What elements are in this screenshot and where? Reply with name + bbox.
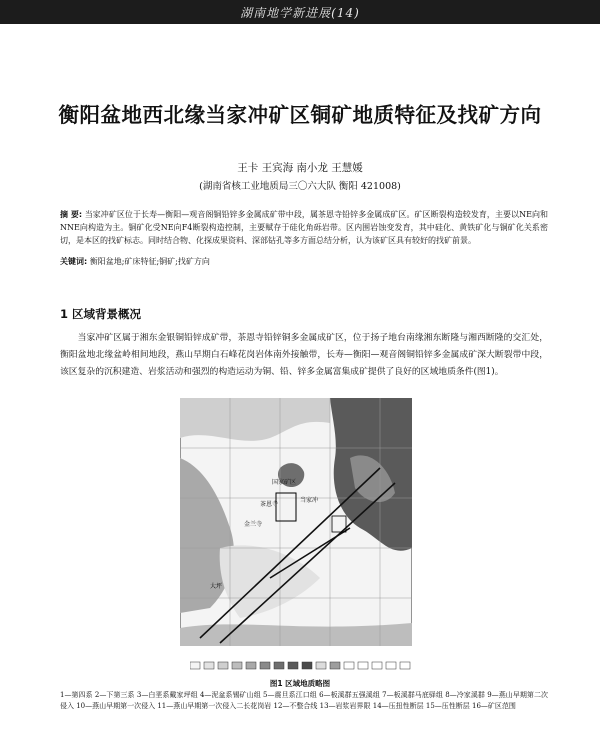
- geological-map: [180, 398, 412, 646]
- figure-legend: 1—第四系 2—下第三系 3—白垩系戴家坪组 4—泥盆系锡矿山组 5—震旦系江口组 6—板溪群五强溪组 7—板溪群马底驿组 8—冷家溪群 9—燕山早期第二次侵入 10—燕山早期第一次侵入 11—燕山早期第一次侵入二长花岗岩 12—不整合线 13—岩浆岩界限 14—压扭性断层 15—压性断层 16—矿区范围: [60, 691, 548, 710]
- abstract: [60, 208, 548, 247]
- map-label: 当家冲: [300, 497, 319, 504]
- map-label: 茶恩寺: [260, 501, 279, 508]
- keywords-label: 关键词:: [60, 257, 88, 266]
- map-label: 国家矿区: [272, 479, 297, 486]
- map-label: 大坪: [210, 583, 223, 590]
- map-legend-swatches: [190, 656, 420, 666]
- body-paragraph: 当家冲矿区属于湘东金银铜铅锌成矿带，茶恩寺铅锌铜多金属成矿区，位于扬子地台南缘湘东断隆与湘西断隆的交汇处，衡阳盆地北缘盆岭相间地段，燕山早期白石峰花岗岩体南外接触带，长寿—衡阳—观音阁铜铅锌多金属成矿深大断裂带中段，该区复杂的沉积建造、岩浆活动和强烈的构造运动为铜、铅、锌多金属富集成矿提供了良好的区域地质条件(图1)。: [60, 333, 548, 377]
- map-unit-bottom: [180, 623, 412, 646]
- keywords: [60, 256, 548, 267]
- affiliation: (湖南省核工业地质局三〇六大队 衡阳 421008): [199, 181, 401, 192]
- map-label: 金兰寺: [244, 521, 263, 528]
- running-header: [0, 0, 600, 24]
- author-list: 王卡 王宾海 南小龙 王慧媛: [237, 162, 363, 174]
- geological-map-figure: [180, 398, 412, 646]
- keywords-text: 衡阳盆地;矿床特征;铜矿;找矿方向: [89, 257, 210, 266]
- section-heading: 1 区域背景概况: [60, 307, 142, 321]
- paper-title: 衡阳盆地西北缘当家冲矿区铜矿地质特征及找矿方向: [58, 103, 542, 127]
- figure-caption: 图1 区域地质略图: [269, 679, 331, 688]
- abstract-label: 摘 要:: [60, 210, 83, 219]
- abstract-text: 当家冲矿区位于长寿—衡阳—观音阁铜铅锌多金属成矿带中段，属茶恩寺铅锌多金属成矿区。矿区断裂构造较发育，主要以NE向和NNE向构造为主。铜矿化受NE向F4断裂构造控制，主要赋存于硅化角砾岩带。区内围岩蚀变发育，其中硅化、黄铁矿化与铜矿化关系密切，是本区的找矿标志。同时结合物、化探成果资料、深部钻孔等多方面总结分析，认为该矿区具有较好的找矿前景。: [60, 210, 549, 245]
- running-title: 湖南地学新进展(14): [240, 6, 360, 20]
